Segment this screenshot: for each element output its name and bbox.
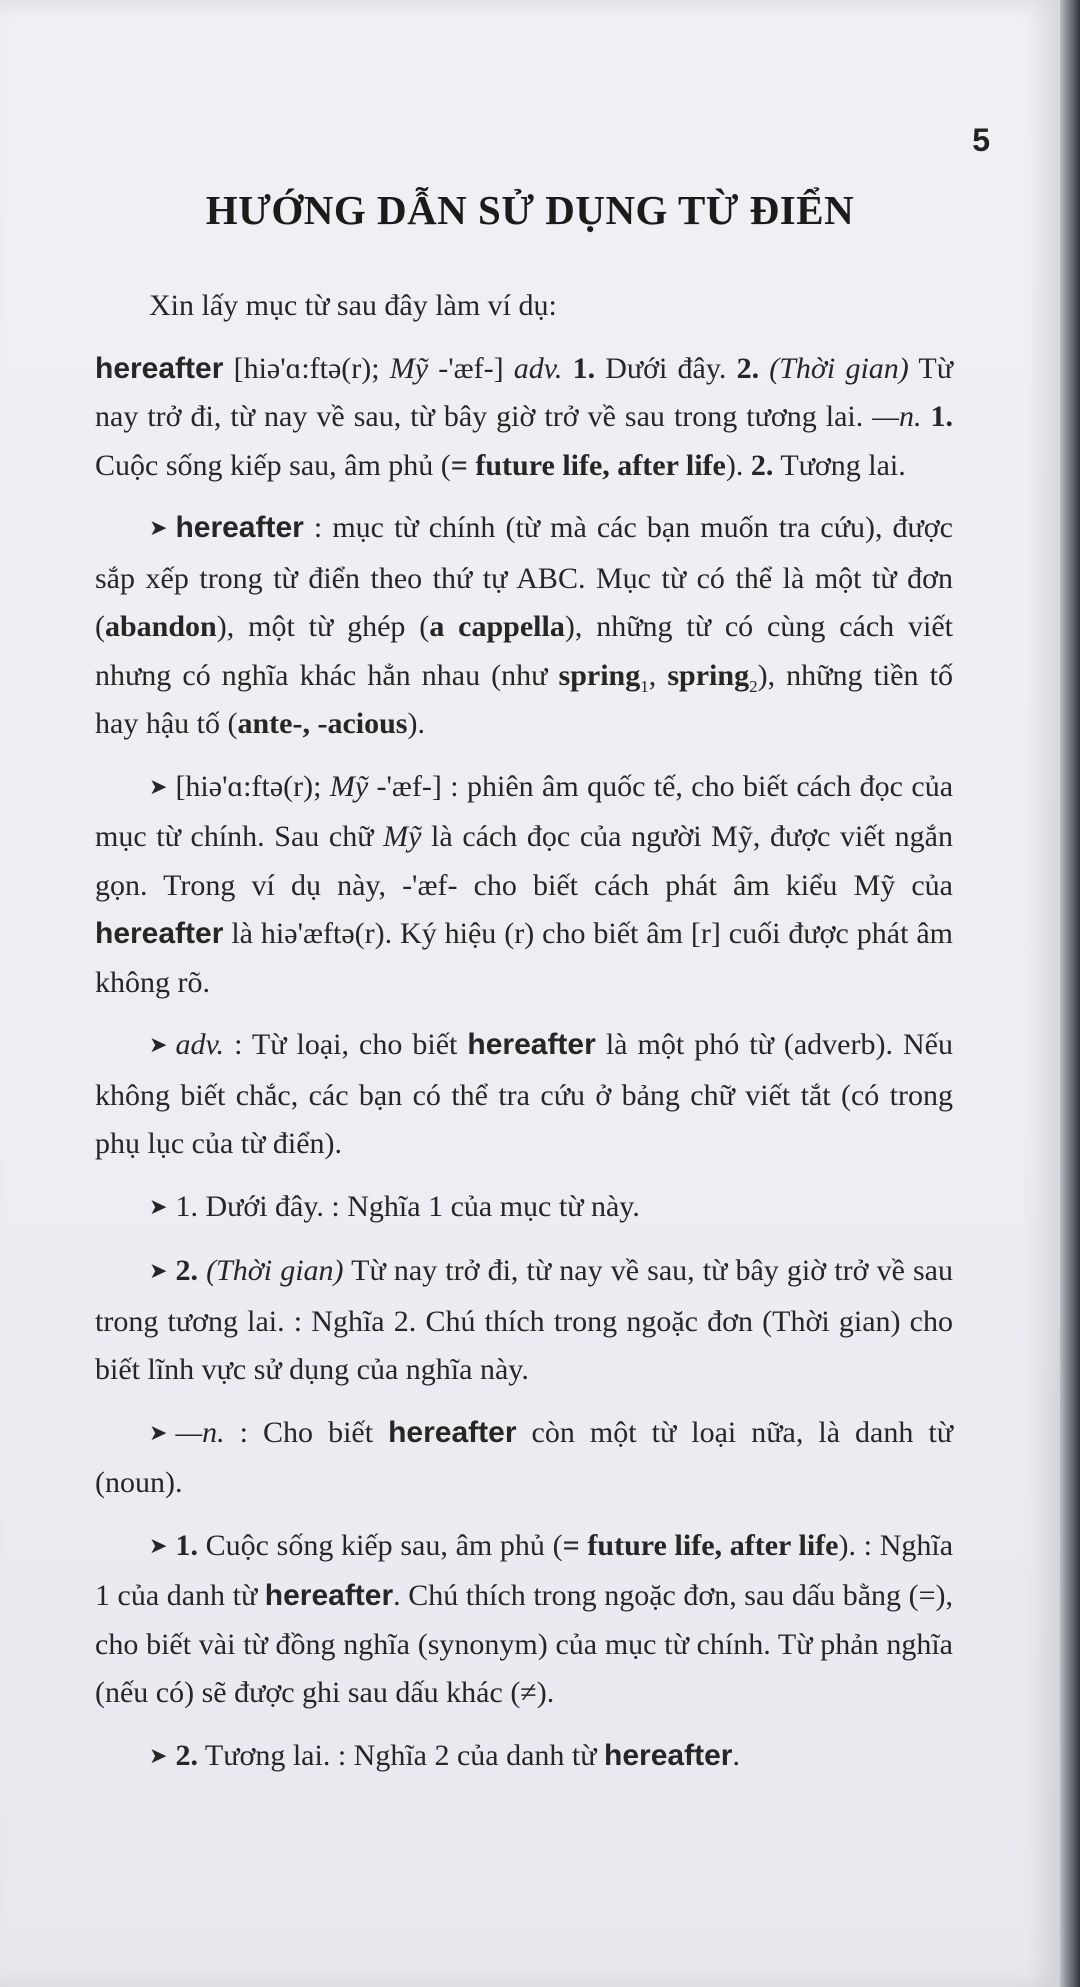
entry-noun-sense2: Tương lai.	[780, 448, 906, 482]
entry-us-pron: -'æf-]	[428, 351, 504, 385]
explanation-noun-sense-1: ➤ 1. Cuộc sống kiếp sau, âm phủ (= future life, after life). : Nghĩa 1 của danh từ hereafter. Chú thích trong ngoặc đơn, sau dấu bằng (=), cho biết vài từ đồng nghĩa (synonym) của mục từ chính. Từ phản nghĩa (nếu có) sẽ được ghi sau dấu khác (≠).	[95, 1528, 954, 1709]
explanation-sense-2: ➤ 2. (Thời gian) Từ nay trở đi, từ nay về sau, từ bây giờ trở về sau trong tương lai. : Nghĩa 2. Chú thích trong ngoặc đơn (Thời gian) cho biết lĩnh vực sử dụng của nghĩa này.	[95, 1254, 953, 1386]
entry-noun-sense1: Cuộc sống kiếp sau, âm phủ (	[95, 448, 451, 482]
entry-us-label: Mỹ	[389, 351, 429, 385]
arrow-icon: ➤	[149, 773, 168, 799]
page-edge	[1060, 0, 1080, 1987]
explanation-headword: ➤ hereafter : mục từ chính (từ mà các bạn muốn tra cứu), được sắp xếp trong từ điển theo thứ tự ABC. Mục từ có thể là một từ đơn (abandon), một từ ghép (a cappella), những từ có cùng cách viết nhưng có nghĩa khác hẳn nhau (như spring$_1$, spring$_2$), những tiền tố hay hậu tố (ante-, -acious).	[95, 511, 953, 740]
entry-pronunciation: [hiə'ɑ:ftə(r);	[233, 351, 390, 385]
entry-noun-label: —n.	[872, 400, 922, 433]
entry-sense1: Dưới đây.	[605, 351, 727, 385]
arrow-icon: ➤	[149, 1193, 168, 1219]
arrow-icon: ➤	[149, 1258, 168, 1283]
intro-line: Xin lấy mục từ sau đây làm ví dụ:	[149, 289, 557, 322]
arrow-icon: ➤	[149, 1532, 168, 1558]
entry-headword: hereafter	[95, 351, 224, 385]
entry-noun-synonyms: = future life, after life	[450, 448, 726, 482]
explanation-noun-label: ➤ —n. : Cho biết hereafter còn một từ loại nữa, là danh từ (noun).	[95, 1415, 953, 1499]
arrow-icon: ➤	[149, 1032, 168, 1057]
entry-sense2: Từ nay trở đi, từ nay về sau, từ bây giờ trở về sau trong tương lai.	[95, 351, 953, 433]
arrow-icon: ➤	[149, 1419, 168, 1445]
page-body	[95, 282, 953, 1796]
explanation-noun-sense-2: ➤ 2. Tương lai. : Nghĩa 2 của danh từ hereafter.	[149, 1738, 740, 1772]
page-number: 5	[972, 122, 990, 158]
arrow-icon: ➤	[149, 1742, 168, 1768]
entry-noun-sense1-close: ).	[725, 448, 744, 482]
entry-noun-sense2-num: 2.	[750, 448, 774, 482]
explanation-sense-1: ➤ 1. Dưới đây. : Nghĩa 1 của mục từ này.	[149, 1189, 640, 1223]
sample-entry	[95, 345, 953, 491]
page-title: HƯỚNG DẪN SỬ DỤNG TỪ ĐIỂN	[205, 187, 855, 233]
arrow-icon: ➤	[149, 515, 168, 540]
entry-noun-sense1-num: 1.	[930, 400, 954, 433]
explanation-part-of-speech: ➤ adv. : Từ loại, cho biết hereafter là một phó từ (adverb). Nếu không biết chắc, các bạn có thể tra cứu ở bảng chữ viết tắt (có trong phụ lục của từ điển).	[95, 1028, 953, 1160]
entry-sense2-num: 2.	[736, 351, 760, 385]
entry-pos: adv.	[513, 351, 563, 385]
entry-sense2-domain: (Thời gian)	[769, 351, 909, 385]
explanation-pronunciation: ➤ [hiə'ɑ:ftə(r); Mỹ -'æf-] : phiên âm quốc tế, cho biết cách đọc của mục từ chính. Sau chữ Mỹ là cách đọc của người Mỹ, được viết ngắn gọn. Trong ví dụ này, -'æf- cho biết cách phát âm kiểu Mỹ của hereafter là hiə'æftə(r). Ký hiệu (r) cho biết âm [r] cuối được phát âm không rõ.	[95, 769, 954, 999]
entry-sense1-num: 1.	[572, 351, 596, 385]
